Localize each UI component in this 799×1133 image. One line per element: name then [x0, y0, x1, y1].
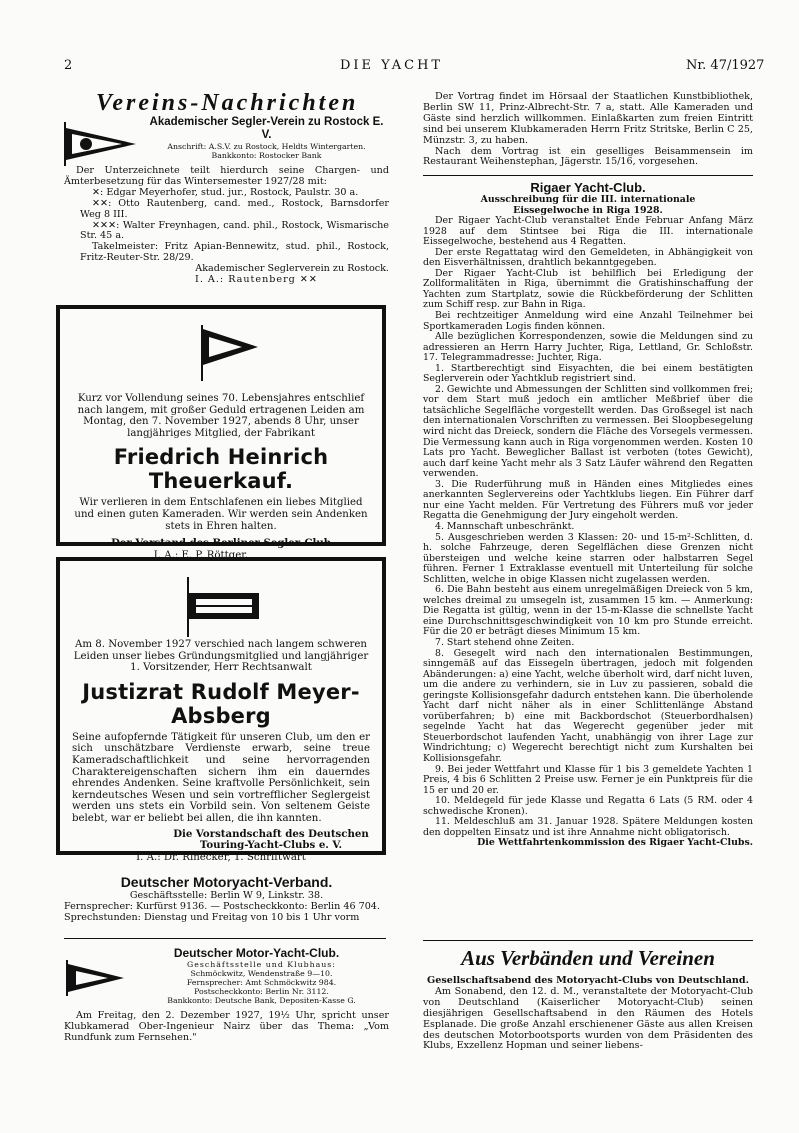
- riga-para: 10. Meldegeld für jede Klasse und Regatta 6 Lats (5 RM. oder 4 schwedische Kronen).: [423, 795, 753, 817]
- riga-para: 8. Gesegelt wird nach den internationalen Bestimmungen, sinngemäß auf das Eissegeln übertragen, jedoch mit folgenden Abänderungen: a) eine Yacht, welche überholt wird, darf nicht luven, um die andere zu verhindern, sie in Luv zu passieren, sobald die geringste Kollisionsgefahr dadurch entstehen kann. Die überholende Yacht darf nicht näher als in einer Schlittenlänge Abstand vorüberfahren; b) eine mit Backbordschot (Steuerbordhalsen) segelnde Yacht hat das Wegerecht gegenüber jeder mit Steuerbordschot laufenden Yacht, unabhängig von ihrer Lage zur Windrichtung; c) Wegerecht berechtigt nicht zum Kurshalten bei Kollisionsgefahr.: [423, 647, 753, 764]
- riga-para: 2. Gewichte und Abmessungen der Schlitten sind vollkommen frei; vor dem Start muß jedoch ein amtlicher Meßbrief über die tatsächliche Segelfläche vorgestellt werden. Das Großsegel ist nach den internationalen Vorschriften zu vermessen. Bei Sloopbesegelung wird nicht das Dreieck, sondern die Fläche des Vorsegels vermessen. Die Vermessung kann auch in Riga vorgenommen werden. Kosten 10 Lats pro Yacht. Beweglicher Ballast ist verboten (totes Gewicht), auch darf keine Yacht mehr als 3 Satz Läufer während den Regatten verwenden.: [423, 383, 754, 480]
- asv-sign: Akademischer Seglerverein zu Rostock.: [195, 263, 389, 275]
- riga-para: Der Rigaer Yacht-Club veranstaltet Ende Februar Anfang März 1928 auf dem Stintsee bei Riga die III. internationale Eissegelwoche, bestehend aus 4 Regatten.: [423, 215, 753, 248]
- dmyc-line: Geschäftsstelle und Klubhaus:: [187, 960, 336, 969]
- riga-notice: [423, 180, 753, 849]
- riga-subtitle: Ausschreibung für die III. internationale Eissegelwoche in Riga 1928.: [480, 194, 696, 216]
- riga-para: Alle bezüglichen Korrespondenzen, sowie die Meldungen sind zu adressieren an Herrn Harry Juchter, Riga, Lettland, Gr. Schloßstr. 17. Telegrammadresse: Juchter, Riga.: [423, 331, 753, 364]
- lecture-text2: Nach dem Vortrag ist ein geselliges Beisammensein im Restaurant Weihenstephan, Jägerstr. 15/16, vorgesehen.: [423, 145, 753, 168]
- lecture-text: Der Vortrag findet im Hörsaal der Staatlichen Kunstbibliothek, Berlin SW 11, Prinz-Albrecht-Str. 7 a, statt. Alle Kameraden und Gäste sind herzlich willkommen. Einlaßkarten zum freien Eintritt sind bei unserem Klubkameraden Herrn Fritz Stritske, Berlin C 25, Münzstr. 3, zu haben.: [423, 91, 753, 146]
- obit2-text: Am 8. November 1927 verschied nach langem schweren Leiden unser liebes Gründungsmitglied und langjähriger 1. Vorsitzender, Herr Rechtsanwalt: [73, 639, 369, 674]
- dmyc-text: Am Freitag, den 2. Dezember 1927, 19½ Uhr, spricht unser Klubkamerad Ober-Ingenieur Nairz über das Thema: „Vom Rundfunk zum Fernsehen.": [64, 1010, 389, 1043]
- dmv-line: Geschäftsstelle: Berlin W 9, Linkstr. 38.: [129, 890, 324, 901]
- asv-line: ✕✕✕: Walter Freynhagen, cand. phil., Rostock, Wismarische Str. 45 a.: [80, 219, 389, 242]
- obituary-meyer-absberg: [56, 557, 386, 863]
- riga-para: 3. Die Ruderführung muß in Händen eines Mitgliedes eines anerkannten Seglervereins oder Yachtklubs liegen. Ein Führer darf nur eine Yacht melden. Für Vertretung des Führers muß vor jeder Regatta die Genehmigung der Jury eingeholt werden.: [423, 478, 753, 522]
- page-number: 2: [64, 58, 73, 73]
- riga-para: Bei rechtzeitiger Anmeldung wird eine Anzahl Teilnehmer bei Sportkameraden Logis finden können.: [423, 310, 753, 332]
- asv-name: Akademischer Segler-Verein zu Rostock E. V.: [149, 116, 384, 141]
- verbaende-title: Aus Verbänden und Vereinen: [461, 946, 715, 970]
- dmyc-line: Bankkonto: Deutsche Bank, Depositen-Kasse G.: [167, 996, 356, 1005]
- divider: [423, 175, 753, 176]
- divider: [64, 938, 386, 939]
- dmv-title: Deutscher Motoryacht-Verband.: [120, 874, 333, 890]
- asv-line: ✕: Edgar Meyerhofer, stud. jur., Rostock, Paulstr. 30 a.: [92, 186, 359, 198]
- riga-title: Rigaer Yacht-Club.: [530, 180, 646, 195]
- obituary-theuerkauf: [56, 305, 386, 561]
- obit1-sign2: I. A.: E. P. Röttger.: [153, 549, 249, 561]
- issue-number: Nr. 47/1927: [686, 58, 765, 73]
- obit1-text: Kurz vor Vollendung seines 70. Lebensjahres entschlief nach langem, mit großer Geduld ertragenen Leiden am Montag, den 7. November 1927, abends 8 Uhr, unser langjähriges Mitglied, der Fabrikant: [77, 393, 365, 439]
- dmyc-title: Deutscher Motor-Yacht-Club.: [173, 946, 340, 960]
- obit2-sign2: I. A.: Dr. Rinecker, 1. Schriftwart: [136, 851, 306, 863]
- riga-para: 9. Bei jeder Wettfahrt und Klasse für 1 bis 3 gemeldete Yachten 1 Preis, 4 bis 6 Schlitten 2 Preise usw. Ferner je ein Punktpreis für die 15 er und 20 er.: [423, 763, 753, 796]
- verbaende-section: [423, 976, 753, 1052]
- divider: [423, 940, 753, 941]
- club-flag-icon: [184, 575, 264, 639]
- asv-bank: Bankkonto: Rostocker Bank: [211, 151, 322, 160]
- dmv-line: Fernsprecher: Kurfürst 9136. — Postscheckkonto: Berlin 46 704.: [64, 900, 380, 912]
- dmyc-line: Postscheckkonto: Berlin Nr. 3112.: [194, 987, 329, 996]
- obit1-sign: Der Vorstand des Berliner Segler-Club: [111, 537, 331, 550]
- club-flag-icon: [198, 323, 262, 383]
- obit2-sign: Die Vorstandschaft des Deutschen Touring-Yacht-Clubs e. V.: [173, 827, 369, 852]
- riga-sign: Die Wettfahrtenkommission des Rigaer Yacht-Clubs.: [477, 837, 753, 849]
- riga-para: Der Rigaer Yacht-Club ist behilflich bei Erledigung der Zollformalitäten in Riga, übernimmt die Gratishinschaffung der Yachten zum Startplatz, sowie die Rückbeförderung der Schlitten zum Schiff resp. zur Bahn in Riga.: [423, 267, 753, 311]
- obit2-text2: Seine aufopfernde Tätigkeit für unseren Club, um den er sich unschätzbare Verdienste erwarb, seine treue Kameradschaftlichkeit und seine hervorragenden Charaktereigenschaften sichern ihm ein dauerndes ehrendes Andenken. Seine kraftvolle Persönlichkeit, sein kerndeutsches Wesen und sein vortrefflicher Seglergeist werden uns stets ein Vorbild sein. Von seltenem Geiste belebt, war er beliebt bei allen, die ihn kannten.: [72, 731, 370, 824]
- lecture-notice: [423, 92, 753, 168]
- asv-line: Takelmeister: Fritz Apian-Bennewitz, stud. phil., Rostock, Fritz-Reuter-Str. 28/29.: [80, 241, 389, 264]
- riga-para: 4. Mannschaft unbeschränkt.: [435, 520, 575, 532]
- riga-para: 1. Startberechtigt sind Eisyachten, die bei einem bestätigten Seglerverein oder Yachtklub registriert sind.: [423, 362, 753, 385]
- verbaende-text: Am Sonabend, den 12. d. M., veranstaltete der Motoryacht-Club von Deutschland (Kaiserlicher Motoryacht-Club) seinen diesjährigen Gesellschaftsabend in den Räumen des Hotels Esplanade. Die große Anzahl erschienener Gäste aus allen Kreisen des deutschen Motorbootsports wurden von dem Präsidenten des Klubs, Exzellenz Hopman und seiner liebens-: [423, 985, 753, 1052]
- asv-address: Anschrift: A.S.V. zu Rostock, Heldts Wintergarten.: [167, 142, 366, 151]
- dmv-notice: [64, 874, 389, 924]
- dmyc-line: Fernsprecher: Amt Schmöckwitz 984.: [186, 978, 337, 987]
- riga-para: 11. Meldeschluß am 31. Januar 1928. Spätere Meldungen kosten den doppelten Einsatz und ist ihre Annahme nicht obligatorisch.: [423, 816, 753, 838]
- obit1-text2: Wir verlieren in dem Entschlafenen ein liebes Mitglied und einen guten Kameraden. Wir werden sein Andenken stets in Ehren halten.: [74, 497, 368, 532]
- dmyc-line: Schmöckwitz, Wendenstraße 9—10.: [190, 969, 333, 978]
- riga-para: Der erste Regattatag wird den Gemeldeten, in Abhängigkeit von den Eisverhältnissen, drahtlich bekanntgegeben.: [423, 246, 753, 269]
- asv-notice: [64, 116, 389, 286]
- verbaende-subtitle: Gesellschaftsabend des Motoryacht-Clubs von Deutschland.: [427, 975, 749, 986]
- obit1-name: Friedrich Heinrich Theuerkauf.: [113, 445, 329, 494]
- dmv-line: Sprechstunden: Dienstag und Freitag von 10 bis 1 Uhr vorm: [64, 911, 360, 923]
- dmyc-notice: [64, 946, 389, 1044]
- riga-para: 6. Die Bahn besteht aus einem unregelmäßigen Dreieck von 5 km, welches dreimal zu umsegeln ist, zusammen 15 km. — Anmerkung: Die Regatta ist gültig, wenn in der 15-m-Klasse die schnellste Yacht eine Durchschnittsgeschwindigkeit von 10 km pro Stunde erreicht. Für die 20 er beträgt dieses Minimum 15 km.: [423, 584, 753, 638]
- journal-title: DIE YACHT: [340, 58, 444, 73]
- asv-line: ✕✕: Otto Rautenberg, cand. med., Rostock, Barnsdorfer Weg 8 III.: [80, 197, 389, 220]
- asv-sign2: I. A.: Rautenberg ✕✕: [195, 274, 318, 286]
- section-title: Vereins-Nachrichten: [96, 90, 359, 116]
- obit2-name: Justizrat Rudolf Meyer-Absberg: [82, 679, 360, 728]
- asv-line: Der Unterzeichnete teilt hierdurch seine Chargen- und Ämterbesetzung für das Wintersemester 1927/28 mit:: [64, 165, 389, 187]
- riga-para: 7. Start stehend ohne Zeiten.: [435, 636, 575, 648]
- riga-para: 5. Ausgeschrieben werden 3 Klassen: 20- und 15-m²-Schlitten, d. h. solche Fahrzeuge, deren Segelflächen diese Grenzen nicht übersteigen und welche keine starren oder halbstarren Segel führen. Ferner 1 Extraklasse eventuell mit Unterteilung für solche Schlitten, welche in obige Klassen nicht zugelassen werden.: [423, 531, 753, 585]
